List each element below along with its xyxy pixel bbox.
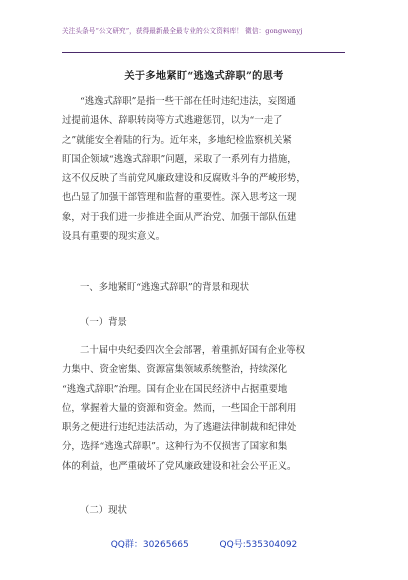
subsection-heading-status: （二）现状	[80, 505, 127, 516]
header-divider	[62, 52, 345, 53]
qq-group-text: QQ群：30265665	[110, 540, 189, 550]
background-paragraph	[62, 341, 346, 476]
intro-paragraph	[62, 92, 346, 246]
text-line: 体的利益，也严重破坏了党风廉政建设和社会公平正义。	[62, 460, 297, 472]
text-line: 也凸显了加强干部管理和监督的重要性。深入思考这一现	[62, 192, 297, 204]
text-line: “逃逸式辞职”是指一些干部在任时违纪违法，妄图通	[80, 96, 296, 107]
section-heading: 一、多地紧盯“逃逸式辞职”的背景和现状	[80, 282, 249, 293]
qq-number-text: QQ号:535304092	[219, 540, 298, 550]
promo-banner: 关注头条号“公文研究”，获得最新最全最专业的公文资料库！ 微信：gongwenyj	[62, 27, 303, 35]
contact-footer	[0, 537, 408, 550]
text-line: 设具有重要的现实意义。	[62, 231, 166, 243]
text-line: “逃逸式辞职”治理。国有企业在国民经济中占据重要地	[62, 383, 288, 395]
text-line: 力集中、资金密集、资源富集领域系统整治，持续深化	[62, 364, 288, 376]
subsection-heading-background: （一）背景	[80, 317, 127, 328]
text-line: 位，掌握着大量的资源和资金。然而，一些国企干部利用	[62, 402, 297, 414]
text-line: 二十届中央纪委四次全会部署，着重抓好国有企业等权	[80, 345, 306, 356]
text-line: 分，选择“逃逸式辞职”。这种行为不仅损害了国家和集	[62, 441, 288, 453]
text-line: 之”就能安全着陆的行为。近年来，多地纪检监察机关紧	[62, 134, 292, 146]
text-line: 盯国企领域“逃逸式辞职”问题，采取了一系列有力措施，	[62, 153, 297, 165]
document-title: 关于多地紧盯“逃逸式辞职”的思考	[124, 70, 284, 82]
text-line: 职务之便进行违纪违法活动，为了逃避法律制裁和纪律处	[62, 422, 297, 434]
text-line: 这不仅反映了当前党风廉政建设和反腐败斗争的严峻形势，	[62, 173, 306, 185]
text-line: 象，对于我们进一步推进全面从严治党、加强干部队伍建	[62, 211, 297, 223]
text-line: 过提前退休、辞职转岗等方式逃避惩罚，以为“一走了	[62, 115, 283, 127]
